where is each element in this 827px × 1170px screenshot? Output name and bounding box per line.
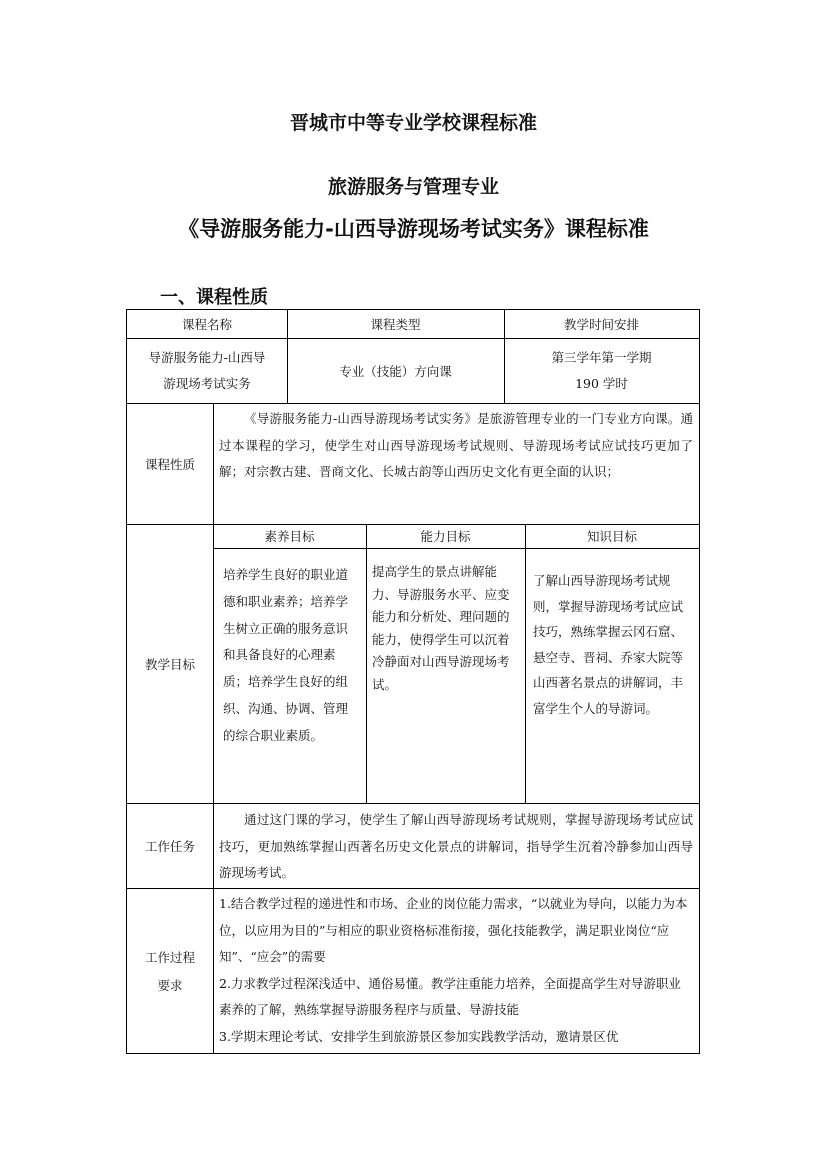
header-schedule: 教学时间安排 <box>563 317 639 332</box>
task-text: 通过这门课的学习，使学生了解山西导游现场考试规则，掌握导游现场考试应试技巧，更加熟练掌握山西著名历史文化景点的讲解词，指导学生沉着冷静参加山西导游现场考试。 <box>219 812 693 880</box>
process-item: 3.学期末理论考试、安排学生到旅游景区参加实践教学活动，邀请景区优 <box>219 1028 619 1044</box>
process-label <box>127 888 213 1055</box>
column-divider <box>366 524 367 803</box>
goal-header-quality: 素养目标 <box>264 529 315 544</box>
header-course-name: 课程名称 <box>181 317 232 332</box>
process-label-line: 工作过程 <box>144 949 195 965</box>
schedule-value <box>504 338 699 403</box>
process-label-line: 要求 <box>157 977 183 993</box>
header-course-type: 课程类型 <box>370 317 421 332</box>
course-name-line: 游现场考试实务 <box>163 375 251 391</box>
nature-label: 课程性质 <box>144 456 195 472</box>
column-divider <box>213 403 214 1053</box>
task-label: 工作任务 <box>144 838 195 854</box>
schedule-line: 190 学时 <box>575 375 628 391</box>
row-divider <box>213 548 699 549</box>
section-heading: 一、课程性质 <box>160 287 268 308</box>
course-name-value <box>127 338 287 403</box>
goal-header-ability: 能力目标 <box>420 529 471 544</box>
goal-knowledge-text: 了解山西导游现场考试规则，掌握导游现场考试应试技巧，熟练掌握云冈石窟、悬空寺、晋祠、乔家大院等山西著名景点的讲解词，丰富学生个人的导游词。 <box>533 573 684 716</box>
process-list <box>219 891 693 1053</box>
goal-ability-text: 提高学生的景点讲解能力、导游服务水平、应变能力和分析处、理问题的能力，使得学生可以沉着冷静面对山西导游现场考试。 <box>372 564 510 692</box>
goals-label: 教学目标 <box>144 656 195 672</box>
nature-text: 《导游服务能力-山西导游现场考试实务》是旅游管理专业的一门专业方向课。通过本课程的学习，使学生对山西导游现场考试规则、导游现场考试应试技巧更加了解；对宗教古建、晋商文化、长城古韵等山西历史文化有更全面的认识； <box>219 411 693 479</box>
column-divider <box>525 524 526 803</box>
course-standard-title: 《导游服务能力-山西导游现场考试实务》课程标准 <box>178 217 649 241</box>
goal-header-knowledge: 知识目标 <box>586 529 637 544</box>
major-title: 旅游服务与管理专业 <box>327 176 499 198</box>
school-title: 晋城市中等专业学校课程标准 <box>289 112 537 134</box>
course-name-line: 导游服务能力-山西导 <box>148 349 266 365</box>
course-table <box>126 309 700 1054</box>
course-type-value: 专业（技能）方向课 <box>339 363 452 379</box>
schedule-line: 第三学年第一学期 <box>551 349 652 365</box>
goal-quality-text: 培养学生良好的职业道德和职业素养；培养学生树立正确的服务意识和具备良好的心理素质；培养学生良好的组织、沟通、协调、管理的综合职业素质。 <box>223 567 349 743</box>
process-item: 2.力求教学过程深浅适中、通俗易懂。教学注重能力培养，全面提高学生对导游职业素养的了解，熟练掌握导游服务程序与质量、导游技能 <box>219 975 681 1017</box>
process-item: 1.结合教学过程的递进性和市场、企业的岗位能力需求，“以就业为导向，以能力为本位，以应用为目的”与相应的职业资格标准衔接，强化技能教学，满足职业岗位“应知”、“应会”的需要 <box>219 896 688 964</box>
